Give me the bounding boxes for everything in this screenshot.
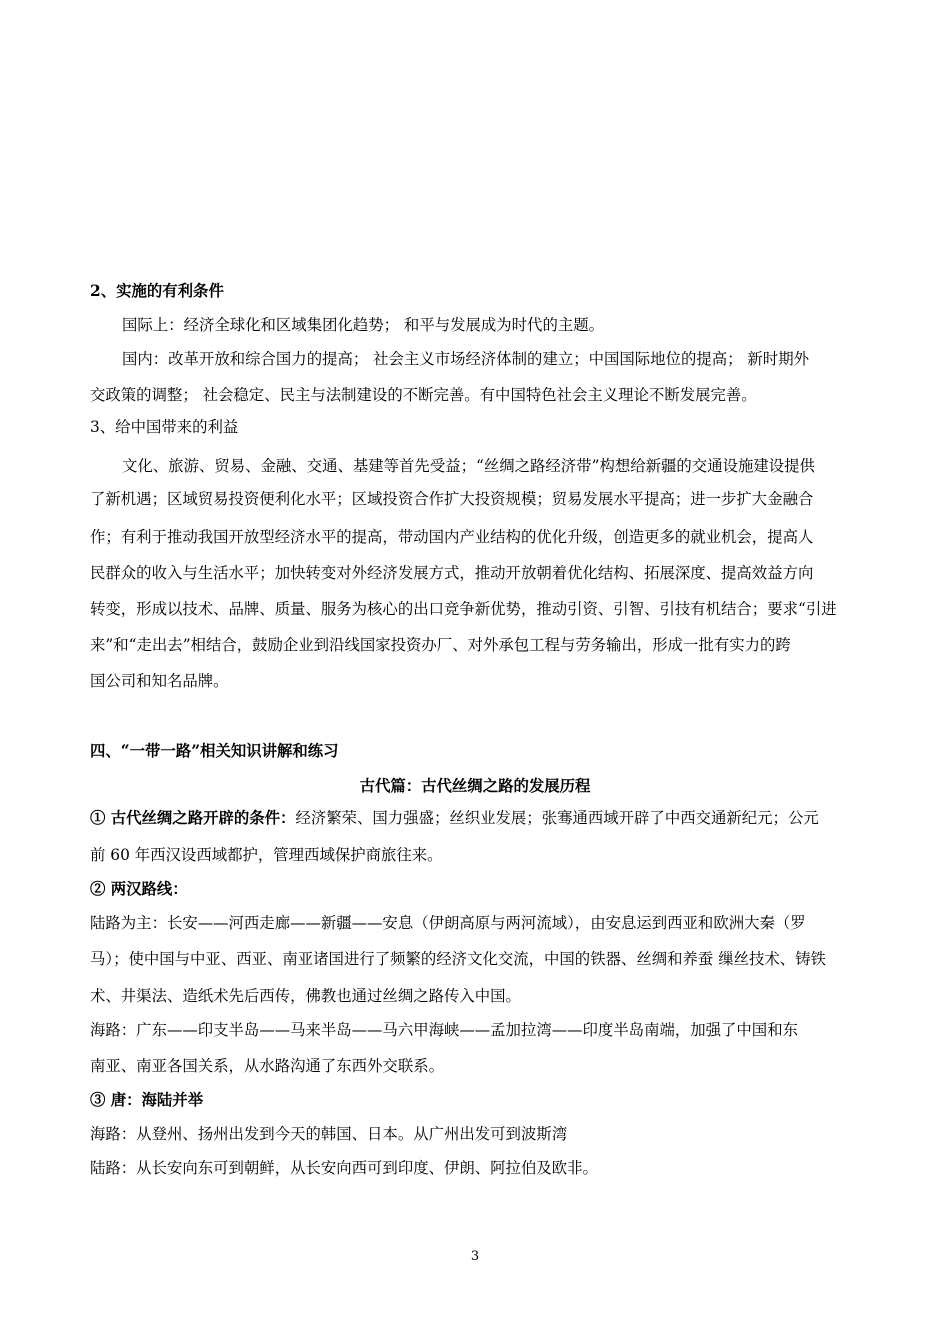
tang-sea-route: 海路：从登州、扬州出发到今天的韩国、日本。从广州出发可到波斯湾 [90, 1125, 568, 1143]
item-1-label: ① 古代丝绸之路开辟的条件： [90, 809, 296, 827]
section-2-international: 国际上：经济全球化和区域集团化趋势； 和平与发展成为时代的主题。 [122, 316, 605, 334]
section-3-heading: 3、给中国带来的利益 [90, 418, 239, 436]
section-3-line-5: 转变，形成以技术、品牌、质量、服务为核心的出口竞争新优势，推动引资、引智、引技有机结合；要求“引进 [90, 600, 837, 618]
land-route-line-3: 术、井渠法、造纸术先后西传，佛教也通过丝绸之路传入中国。 [90, 987, 521, 1005]
section-3-line-2: 了新机遇；区域贸易投资便利化水平；区域投资合作扩大投资规模；贸易发展水平提高；进一步扩大金融合 [90, 490, 814, 508]
section-3-line-7: 国公司和知名品牌。 [90, 672, 229, 690]
section-2-domestic-line-2: 交政策的调整； 社会稳定、民主与法制建设的不断完善。有中国特色社会主义理论不断发展完善。 [90, 386, 757, 404]
page-number: 3 [470, 1249, 480, 1264]
section-3-line-3: 作；有利于推动我国开放型经济水平的提高，带动国内产业结构的优化升级，创造更多的就业机会，提高人 [90, 528, 814, 546]
sea-route-line-1: 海路：广东——印支半岛——马来半岛——马六甲海峡——孟加拉湾——印度半岛南端，加强了中国和东 [90, 1021, 798, 1039]
item-1-text: 经济繁荣、国力强盛；丝织业发展；张骞通西域开辟了中西交通新纪元；公元 [295, 809, 819, 827]
section-2-heading: 2、实施的有利条件 [90, 282, 224, 300]
section-3-line-6: 来”和“走出去”相结合，鼓励企业到沿线国家投资办厂、对外承包工程与劳务输出，形成一批有实力的跨 [90, 636, 791, 654]
item-3-label: ③ 唐：海陆并举 [90, 1091, 204, 1109]
land-route-line-1: 陆路为主：长安——河西走廊——新疆——安息（伊朗高原与两河流域），由安息运到西亚和欧洲大秦（罗 [90, 914, 806, 932]
land-route-line-2: 马）；使中国与中亚、西亚、南亚诸国进行了频繁的经济文化交流，中国的铁器、丝绸和养蚕 缫丝技术、铸铁 [90, 950, 826, 968]
section-3-line-1: 文化、旅游、贸易、金融、交通、基建等首先受益；“丝绸之路经济带”构想给新疆的交通设施建设提供 [122, 457, 815, 475]
item-1-line-2: 前 60 年西汉设西域都护，管理西域保护商旅往来。 [90, 846, 443, 864]
item-2-label: ② 两汉路线： [90, 880, 188, 898]
section-3-line-4: 民群众的收入与生活水平；加快转变对外经济发展方式，推动开放朝着优化结构、拓展深度、提高效益方向 [90, 564, 814, 582]
tang-land-route: 陆路：从长安向东可到朝鲜，从长安向西可到印度、伊朗、阿拉伯及欧非。 [90, 1159, 598, 1177]
section-2-domestic-line-1: 国内：改革开放和综合国力的提高； 社会主义市场经济体制的建立；中国国际地位的提高； 新时期外 [122, 350, 809, 368]
sea-route-line-2: 南亚、南亚各国关系，从水路沟通了东西外交联系。 [90, 1057, 444, 1075]
section-4-heading: 四、“一带一路”相关知识讲解和练习 [90, 742, 339, 760]
item-1-paragraph [90, 808, 819, 828]
section-4-subtitle: 古代篇：古代丝绸之路的发展历程 [359, 777, 591, 795]
